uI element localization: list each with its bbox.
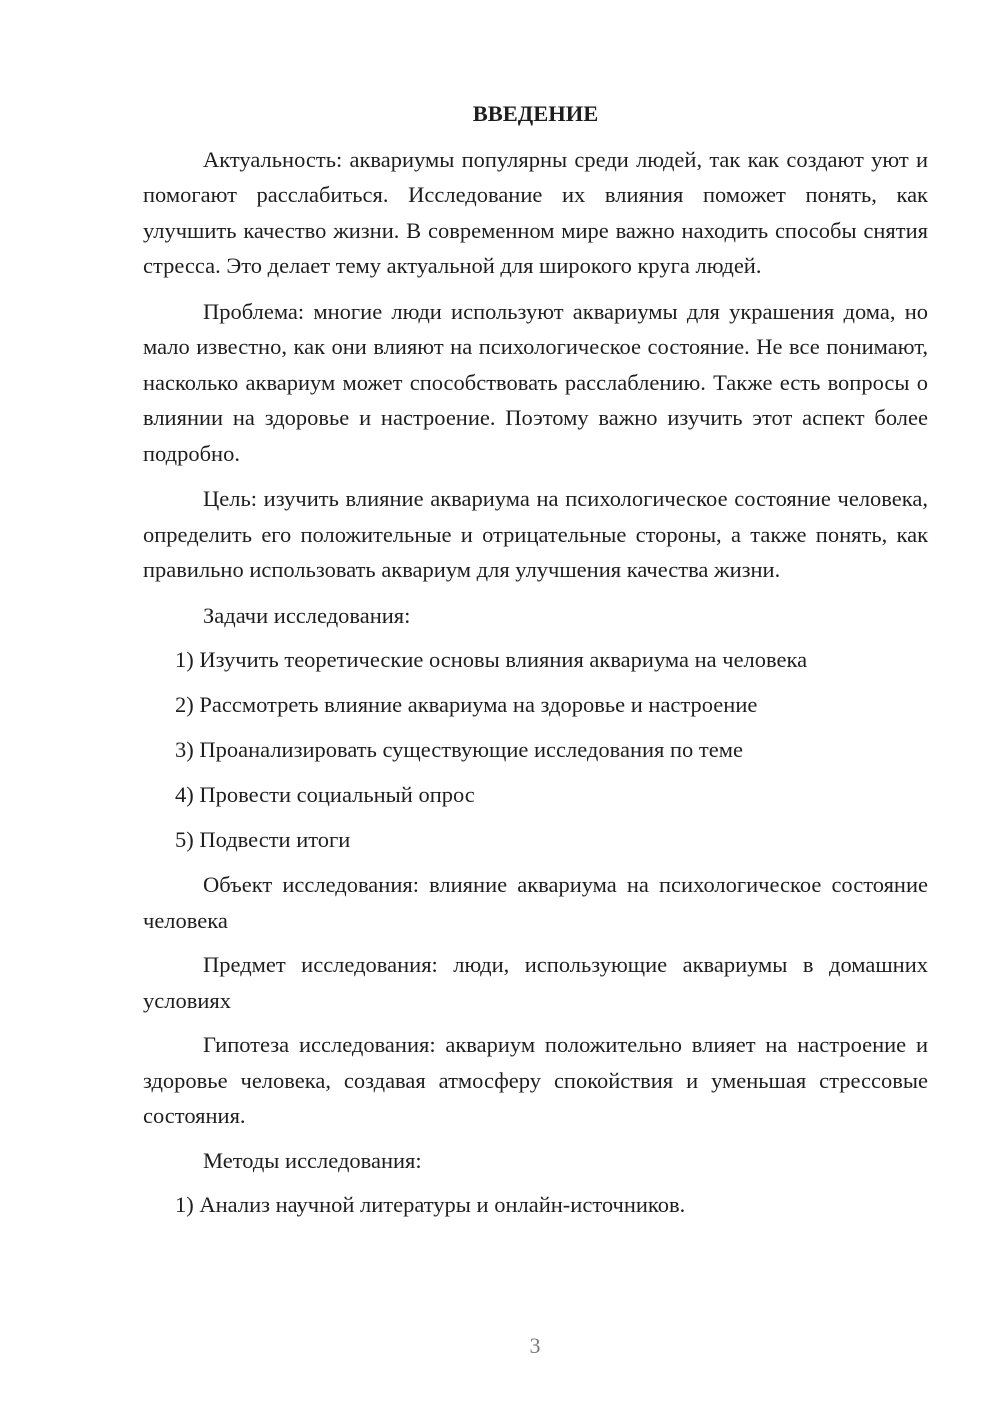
list-item: 3) Проанализировать существующие исследования по теме: [175, 737, 743, 762]
tasks-list: [143, 642, 928, 858]
list-item: 1) Анализ научной литературы и онлайн-источников.: [175, 1192, 686, 1217]
page-number: 3: [529, 1333, 541, 1358]
list-item: 2) Рассмотреть влияние аквариума на здоровье и настроение: [175, 692, 758, 717]
list-item: 5) Подвести итоги: [175, 827, 351, 852]
object-paragraph: Объект исследования: влияние аквариума на психологическое состояние человека: [143, 872, 928, 933]
hypothesis-paragraph: Гипотеза исследования: аквариум положительно влияет на настроение и здоровье человека, создавая атмосферу спокойствия и уменьшая стрессовые состояния.: [143, 1032, 928, 1128]
goal-paragraph: Цель: изучить влияние аквариума на психологическое состояние человека, определить его положительные и отрицательные стороны, а также понять, как правильно использовать аквариум для улучшения качества жизни.: [143, 486, 928, 582]
tasks-heading: Задачи исследования:: [203, 602, 411, 628]
problem-paragraph: Проблема: многие люди используют аквариумы для украшения дома, но мало известно, как они влияют на психологическое состояние. Не все понимают, насколько аквариум может способствовать расслаблению. Также есть вопросы о влиянии на здоровье и настроение. Поэтому важно изучить этот аспект более подробно.: [143, 298, 928, 466]
relevance-paragraph: Актуальность: аквариумы популярны среди людей, так как создают уют и помогают расслабиться. Исследование их влияния поможет понять, как улучшить качество жизни. В современном мире важно находить способы снятия стресса. Это делает тему актуальной для широкого круга людей.: [143, 146, 928, 278]
methods-list: [143, 1187, 928, 1223]
list-item: 1) Изучить теоретические основы влияния аквариума на человека: [175, 647, 808, 672]
methods-heading: Методы исследования:: [203, 1147, 422, 1173]
section-title: ВВЕДЕНИЕ: [472, 101, 599, 126]
subject-paragraph: Предмет исследования: люди, использующие аквариумы в домашних условиях: [143, 952, 928, 1013]
document-page: [143, 96, 928, 1232]
list-item: 4) Провести социальный опрос: [175, 782, 475, 807]
